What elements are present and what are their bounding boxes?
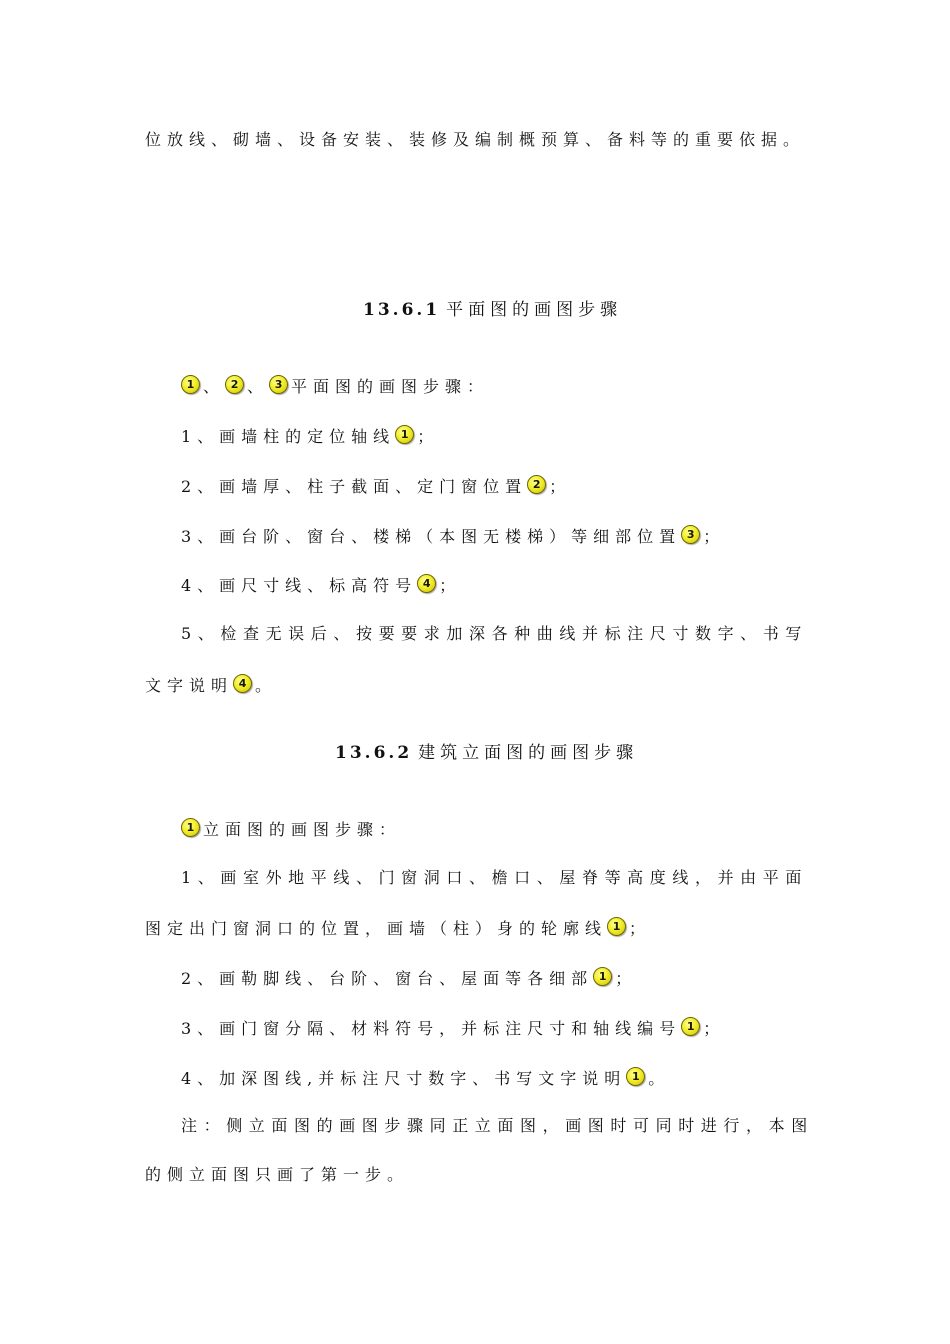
step-badge-icon: 1 <box>395 425 414 444</box>
plan-step-3 <box>181 525 725 548</box>
step-badge-icon: 4 <box>233 674 252 693</box>
elevation-note-continuation <box>145 1164 409 1186</box>
step-badge-icon: 1 <box>181 818 200 837</box>
elevation-step-2 <box>181 967 637 990</box>
plan-step-2 <box>181 475 571 498</box>
punctuation: ； <box>439 576 462 595</box>
punctuation: 。 <box>255 676 278 695</box>
step-badge-icon: 4 <box>417 574 436 593</box>
paragraph-continuation: 位放线、砌墙、设备安装、装修及编制概预算、备料等的重要依据。 <box>145 130 806 149</box>
step-badge-icon: 3 <box>269 375 288 394</box>
punctuation: ； <box>629 919 652 938</box>
section-title: 建筑立面图的画图步骤 <box>418 743 639 763</box>
separator: 、 <box>247 377 270 396</box>
elevation-step-1-continuation <box>145 917 651 940</box>
section-number: 13.6.2 <box>335 743 413 763</box>
elevation-note <box>181 1115 814 1137</box>
step-text: 1、画室外地平线、门窗洞口、檐口、屋脊等高度线，并由平面 <box>181 868 808 887</box>
punctuation: ； <box>549 477 572 496</box>
plan-step-1 <box>181 425 439 448</box>
step-text: 图定出门窗洞口的位置，画墙（柱）身的轮廓线 <box>145 919 608 938</box>
punctuation: ； <box>703 527 726 546</box>
elevation-steps-intro <box>181 818 401 841</box>
step-badge-icon: 3 <box>681 525 700 544</box>
step-text: 2、画墙厚、柱子截面、定门窗位置 <box>181 477 528 496</box>
section-heading-13-6-1 <box>363 298 622 322</box>
punctuation: 。 <box>648 1069 671 1088</box>
punctuation: ； <box>703 1019 726 1038</box>
punctuation: ； <box>615 969 638 988</box>
step-badge-icon: 1 <box>607 917 626 936</box>
step-text: 3、画门窗分隔、材料符号，并标注尺寸和轴线编号 <box>181 1019 682 1038</box>
plan-step-4 <box>181 574 461 597</box>
plan-step-5-continuation <box>145 674 277 697</box>
step-text: 文字说明 <box>145 676 234 695</box>
step-text: 5、检查无误后、按要要求加深各种曲线并标注尺寸数字、书写 <box>181 624 808 643</box>
section-title: 平面图的画图步骤 <box>446 300 623 320</box>
plan-step-5 <box>181 623 808 645</box>
step-badge-icon: 1 <box>593 967 612 986</box>
step-text: 4、画尺寸线、标高符号 <box>181 576 418 595</box>
section-number: 13.6.1 <box>363 300 441 320</box>
step-badge-icon: 1 <box>681 1017 700 1036</box>
step-badge-icon: 1 <box>626 1067 645 1086</box>
note-text: 的侧立面图只画了第一步。 <box>145 1165 410 1184</box>
step-text: 4、加深图线,并标注尺寸数字、书写文字说明 <box>181 1069 627 1088</box>
plan-steps-intro <box>181 375 489 398</box>
section-heading-13-6-2 <box>335 741 638 765</box>
intro-text: 平面图的画图步骤： <box>291 377 490 396</box>
step-text: 2、画勒脚线、台阶、窗台、屋面等各细部 <box>181 969 594 988</box>
separator: 、 <box>203 377 226 396</box>
step-text: 3、画台阶、窗台、楼梯（本图无楼梯）等细部位置 <box>181 527 682 546</box>
punctuation: ； <box>417 427 440 446</box>
elevation-step-3 <box>181 1017 725 1040</box>
note-text: 注：侧立面图的画图步骤同正立面图，画图时可同时进行，本图 <box>181 1116 814 1135</box>
step-badge-icon: 1 <box>181 375 200 394</box>
intro-text: 立面图的画图步骤： <box>203 820 402 839</box>
elevation-step-1 <box>181 867 808 889</box>
elevation-step-4 <box>181 1067 670 1090</box>
step-text: 1、画墙柱的定位轴线 <box>181 427 396 446</box>
step-badge-icon: 2 <box>225 375 244 394</box>
step-badge-icon: 2 <box>527 475 546 494</box>
